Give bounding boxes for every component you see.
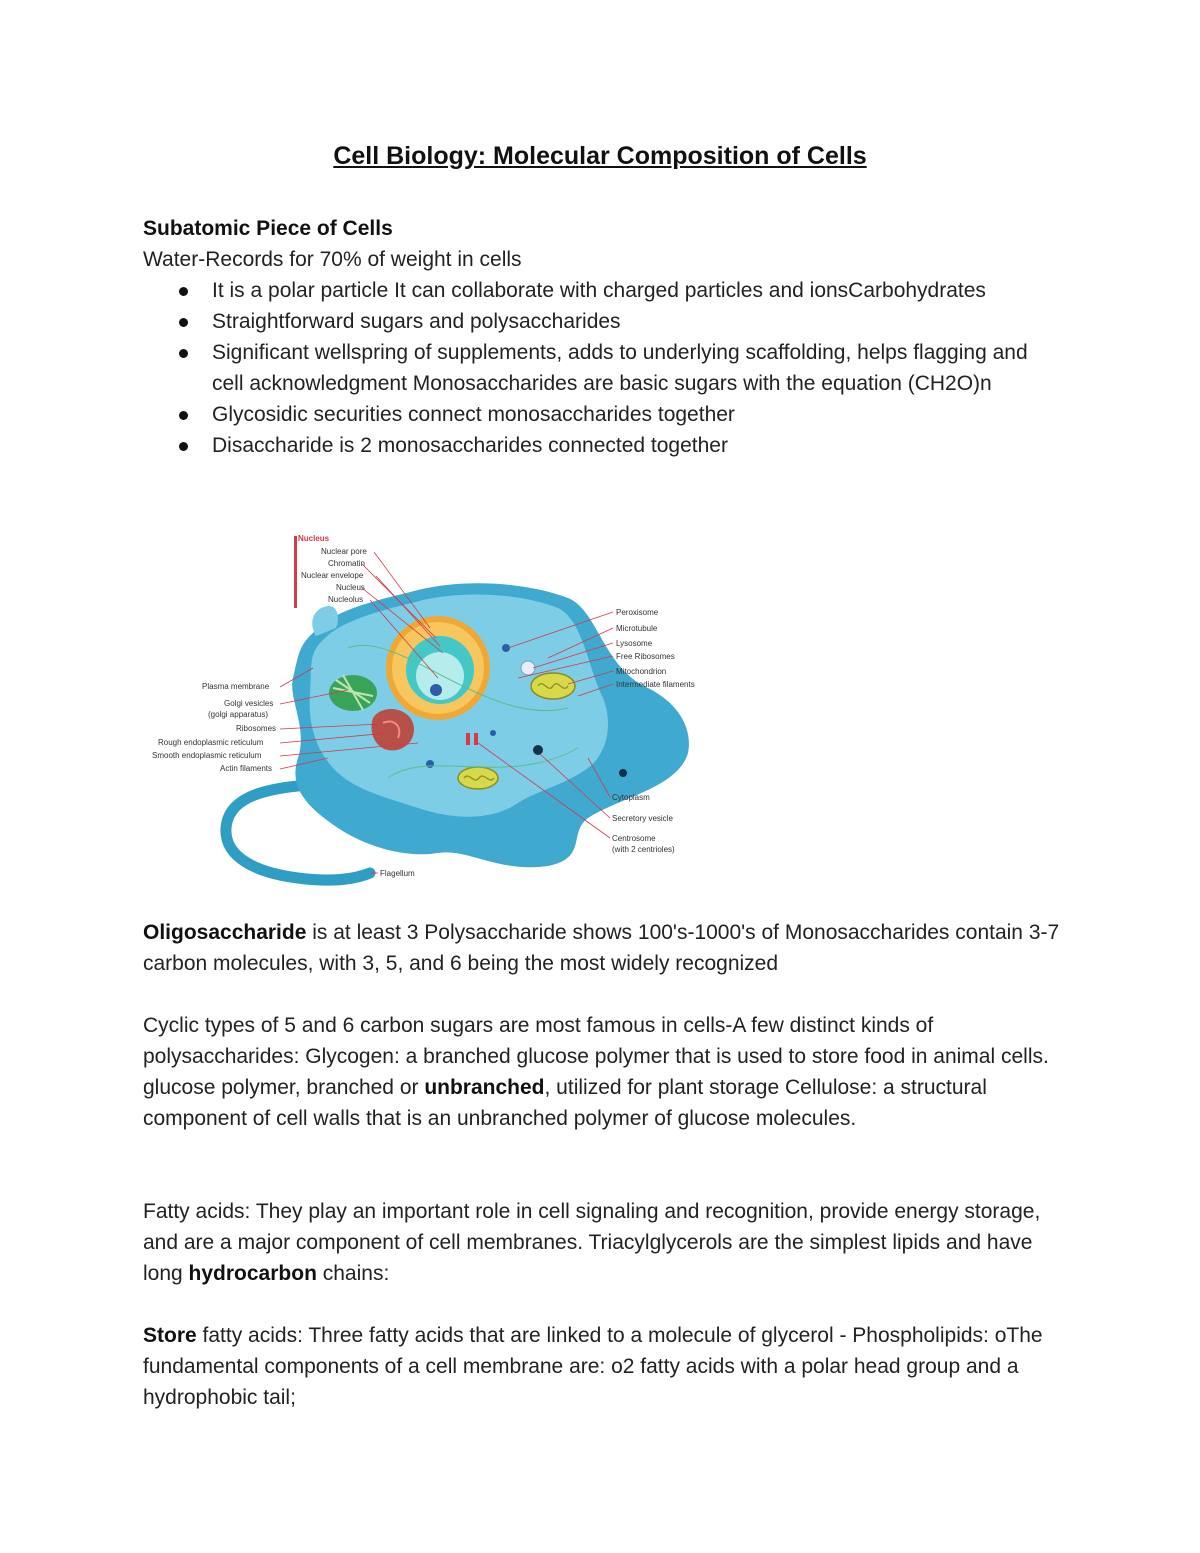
bullet-icon xyxy=(179,318,188,327)
label-actin-filaments: Actin filaments xyxy=(220,764,273,773)
label-cytoplasm: Cytoplasm xyxy=(612,793,650,802)
label-nucleus-heading: Nucleus xyxy=(298,534,330,543)
label-nucleus: Nucleus xyxy=(336,583,365,592)
nucleus-shape xyxy=(386,616,490,720)
list-item: Disaccharide is 2 monosaccharides connected together xyxy=(143,430,1043,461)
bullet-icon xyxy=(179,287,188,296)
list-item: Significant wellspring of supplements, adds to underlying scaffolding, helps flagging and cell acknowledgment Monosaccharides are basic sugars with the equation (CH2O)n xyxy=(143,337,1043,399)
label-nuclear-pore: Nuclear pore xyxy=(321,547,367,556)
label-ribosomes: Ribosomes xyxy=(236,724,277,733)
page-title: Cell Biology: Molecular Composition of Cells xyxy=(333,142,867,170)
label-mitochondrion: Mitochondrion xyxy=(616,667,667,676)
label-lysosome: Lysosome xyxy=(616,639,653,648)
paragraph-fatty-acids: Fatty acids: They play an important role in cell signaling and recognition, provide energy storage, and are a major component of cell membranes. Triacylglycerols are the simplest lipids and have long hydrocarbon chains: xyxy=(143,1200,1041,1285)
label-peroxisome: Peroxisome xyxy=(616,608,659,617)
secretory-vesicle-shape xyxy=(533,745,543,755)
paragraph-store-fatty-acids: Store fatty acids: Three fatty acids that are linked to a molecule of glycerol - Phospholipids: oThe fundamental components of a cell membrane are: o2 fatty acids with a polar head group and a hydrophobic tail; xyxy=(143,1324,1043,1409)
bullet-icon xyxy=(179,349,188,358)
label-flagellum: Flagellum xyxy=(380,869,415,878)
bullet-list xyxy=(143,275,1043,461)
label-intermediate-filaments: Intermediate filaments xyxy=(616,680,695,689)
animal-cell-diagram xyxy=(148,528,718,900)
golgi-shape xyxy=(329,675,377,711)
label-nucleolus: Nucleolus xyxy=(328,595,364,604)
intro-line: Water-Records for 70% of weight in cells xyxy=(143,248,522,271)
list-item: Glycosidic securities connect monosaccharides together xyxy=(143,399,1043,430)
label-free-ribosomes: Free Ribosomes xyxy=(616,652,675,661)
label-smooth-er: Smooth endoplasmic reticulum xyxy=(152,751,262,760)
list-item: Straightforward sugars and polysaccharides xyxy=(143,306,1043,337)
paragraph-polysaccharides: Cyclic types of 5 and 6 carbon sugars are most famous in cells-A few distinct kinds of polysaccharides: Glycogen: a branched glucose polymer that is used to store food in animal cells. glucose polymer, branched or unbranched, utilized for plant storage Cellulose: a structural component of cell walls that is an unbranched polymer of glucose molecules. xyxy=(143,1014,1049,1130)
label-secretory-vesicle: Secretory vesicle xyxy=(612,814,673,823)
label-plasma-membrane: Plasma membrane xyxy=(202,682,270,691)
label-centrosome: Centrosome xyxy=(612,834,656,843)
label-golgi-vesicles: Golgi vesicles xyxy=(224,699,274,708)
label-chromatin: Chromatin xyxy=(328,559,365,568)
label-rough-er: Rough endoplasmic reticulum xyxy=(158,738,264,747)
label-centrosome-note: (with 2 centrioles) xyxy=(612,845,675,854)
paragraph-oligosaccharide: Oligosaccharide is at least 3 Polysaccharide shows 100's-1000's of Monosaccharides contain 3-7 carbon molecules, with 3, 5, and 6 being the most widely recognized xyxy=(143,921,1060,975)
label-microtubule: Microtubule xyxy=(616,624,658,633)
section-heading: Subatomic Piece of Cells xyxy=(143,217,393,240)
bullet-icon xyxy=(179,411,188,420)
label-golgi-apparatus: (golgi apparatus) xyxy=(208,710,269,719)
bullet-icon xyxy=(179,442,188,451)
label-nuclear-envelope: Nuclear envelope xyxy=(301,571,364,580)
lysosome-shape xyxy=(521,661,535,675)
list-item: It is a polar particle It can collaborate with charged particles and ionsCarbohydrates xyxy=(143,275,1043,306)
